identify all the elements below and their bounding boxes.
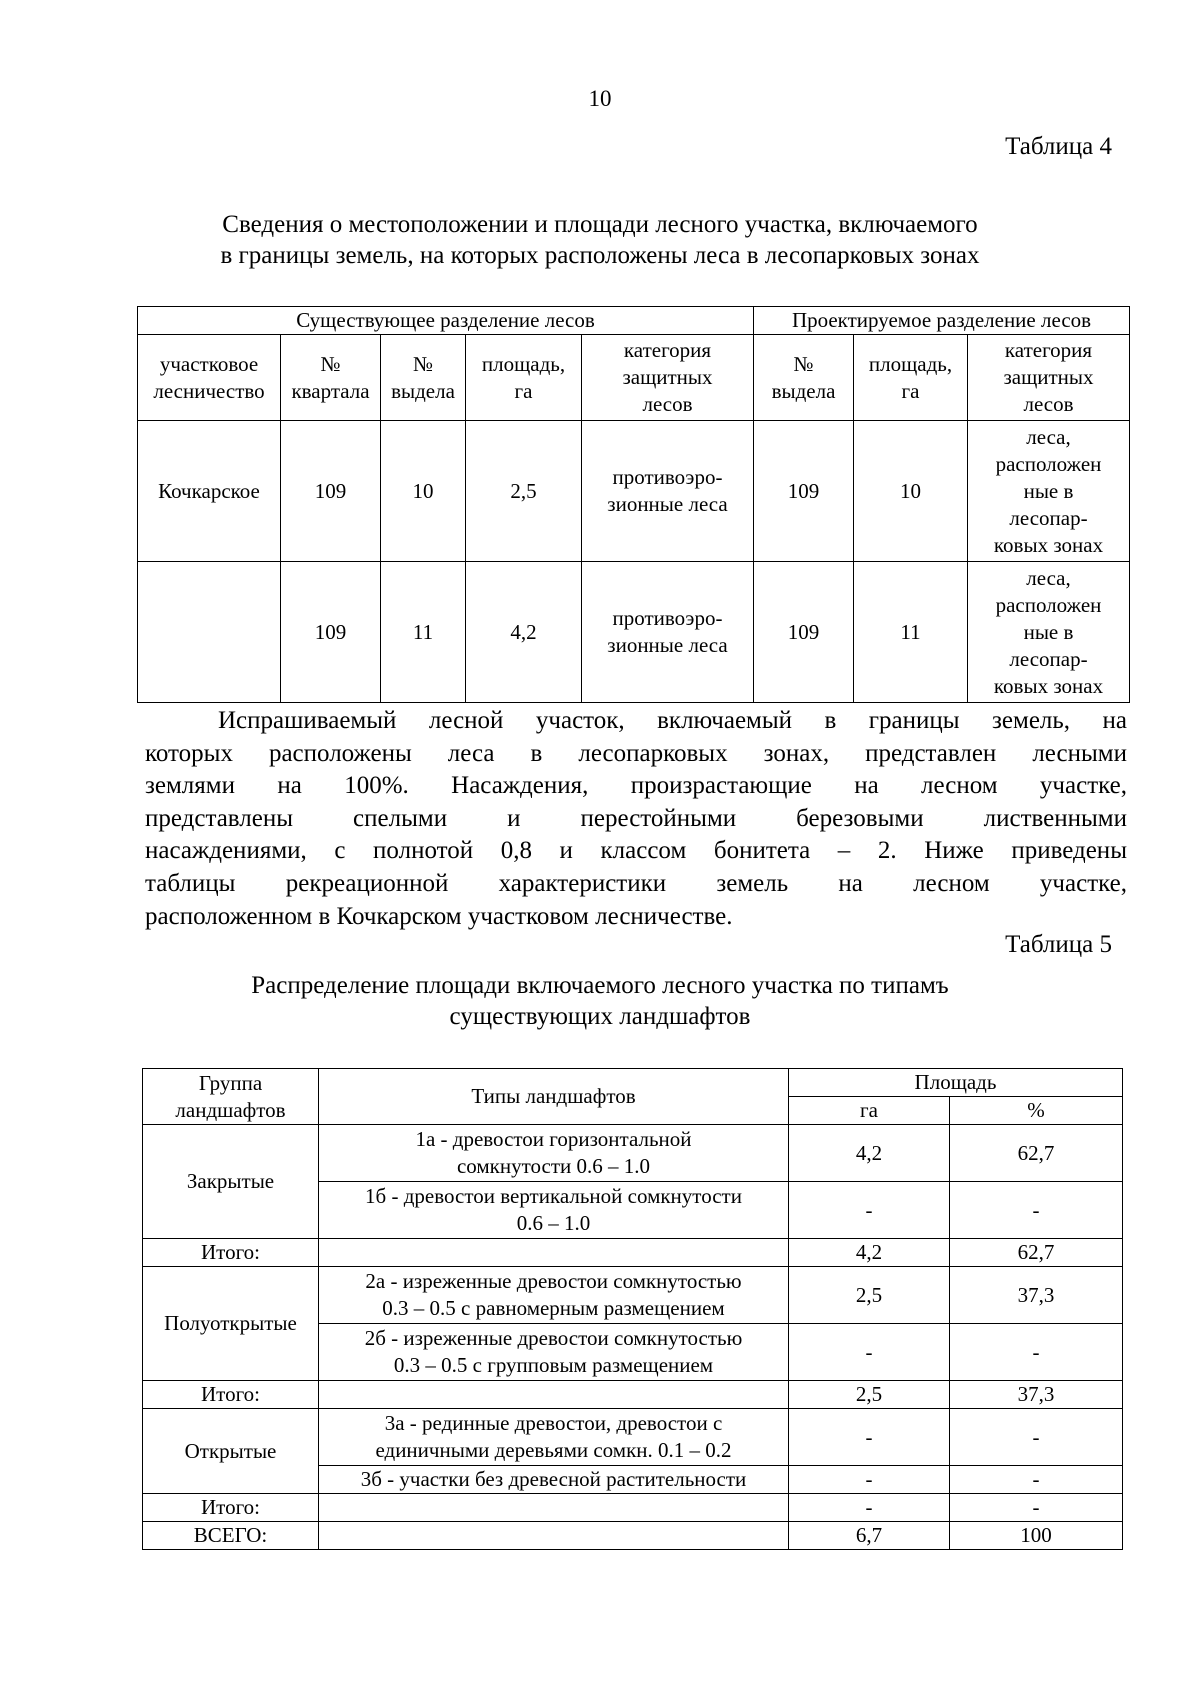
subtotal-row: [143, 1381, 1123, 1409]
group-open: Открытые: [143, 1409, 319, 1494]
area-ha: -: [789, 1466, 950, 1494]
table5-header-row: [143, 1069, 1123, 1097]
paragraph-line: которых расположены леса в лесопарковых зонах, представлен лесными: [145, 739, 1127, 767]
landscape-type: 1б - древостои вертикальной сомкнутости 0.6 – 1.0: [319, 1182, 789, 1239]
cell-proj-category: леса, расположен ные в лесопар- ковых зонах: [968, 562, 1130, 703]
paragraph-line: насаждениями, с полнотой 0,8 и классом бонитета – 2. Ниже приведены: [145, 837, 1127, 865]
area-ha: -: [789, 1494, 950, 1522]
subtotal-label: Итого:: [143, 1239, 319, 1267]
area-pct: 37,3: [950, 1381, 1123, 1409]
landscape-distribution-table: [142, 1068, 1123, 1550]
area-pct: -: [950, 1324, 1123, 1381]
area-ha: 2,5: [789, 1267, 950, 1324]
landscape-type: 2б - изреженные древостои сомкнутостью 0.3 – 0.5 с групповым размещением: [319, 1324, 789, 1381]
header-proj-section: № выдела: [754, 335, 854, 421]
area-pct: 62,7: [950, 1125, 1123, 1182]
landscape-type: 2а - изреженные древостои сомкнутостью 0.3 – 0.5 с равномерным размещением: [319, 1267, 789, 1324]
cell-quarter: 109: [281, 421, 381, 562]
area-pct: 100: [950, 1522, 1123, 1550]
table-row: [143, 1267, 1123, 1324]
paragraph-line: таблицы рекреационной характеристики земель на лесном участке,: [145, 869, 1127, 897]
header-quarter: № квартала: [281, 335, 381, 421]
subtotal-row: [143, 1239, 1123, 1267]
paragraph-line: расположенном в Кочкарском участковом лесничестве.: [145, 902, 733, 930]
forest-plot-location-table: [137, 306, 1130, 703]
header-section: № выдела: [381, 335, 466, 421]
area-pct: -: [950, 1494, 1123, 1522]
cell-section: 11: [381, 562, 466, 703]
cell-proj-section: 109: [754, 421, 854, 562]
table4-title-line: Сведения о местоположении и площади лесного участка, включаемого: [222, 211, 978, 238]
area-ha: 6,7: [789, 1522, 950, 1550]
cell-forestry: Кочкарское: [138, 421, 281, 562]
paragraph-line: Испрашиваемый лесной участок, включаемый в границы земель, на: [218, 707, 1127, 734]
area-pct: 62,7: [950, 1239, 1123, 1267]
area-ha: 2,5: [789, 1381, 950, 1409]
table5-title-line: Распределение площади включаемого лесного участка по типамъ: [251, 972, 949, 999]
cell-area: 4,2: [466, 562, 582, 703]
table4-column-header-row: [138, 335, 1130, 421]
cell-quarter: 109: [281, 562, 381, 703]
existing-division-header: Существующее разделение лесов: [138, 307, 754, 335]
subtotal-empty: [319, 1381, 789, 1409]
subtotal-label: Итого:: [143, 1381, 319, 1409]
table5-title-line: существующих ландшафтов: [449, 1003, 751, 1030]
grand-total-row: [143, 1522, 1123, 1550]
table-row: [143, 1409, 1123, 1466]
table5-title: [0, 970, 1200, 1032]
table4-caption: Таблица 4: [1005, 133, 1112, 160]
body-paragraph: [145, 705, 1127, 933]
grand-total-empty: [319, 1522, 789, 1550]
header-area: Площадь: [789, 1069, 1123, 1097]
cell-area: 2,5: [466, 421, 582, 562]
header-ha: га: [789, 1097, 950, 1125]
cell-proj-section: 109: [754, 562, 854, 703]
paragraph-line: землями на 100%. Насаждения, произрастающие на лесном участке,: [145, 772, 1127, 800]
header-area: площадь, га: [466, 335, 582, 421]
landscape-type: 3а - рединные древостои, древостои с единичными деревьями сомкн. 0.1 – 0.2: [319, 1409, 789, 1466]
cell-proj-area: 11: [854, 562, 968, 703]
cell-category: противоэро- зионные леса: [582, 562, 754, 703]
landscape-type: 1а - древостои горизонтальной сомкнутости 0.6 – 1.0: [319, 1125, 789, 1182]
landscape-type: 3б - участки без древесной растительности: [319, 1466, 789, 1494]
table5-caption: Таблица 5: [1005, 931, 1112, 958]
header-landscape-group: Группа ландшафтов: [143, 1069, 319, 1125]
group-closed: Закрытые: [143, 1125, 319, 1239]
subtotal-empty: [319, 1494, 789, 1522]
area-ha: 4,2: [789, 1239, 950, 1267]
subtotal-empty: [319, 1239, 789, 1267]
cell-proj-area: 10: [854, 421, 968, 562]
header-forestry: участковое лесничество: [138, 335, 281, 421]
cell-category: противоэро- зионные леса: [582, 421, 754, 562]
table4-title: [0, 209, 1200, 271]
projected-division-header: Проектируемое разделение лесов: [754, 307, 1130, 335]
table-row: [143, 1125, 1123, 1182]
area-ha: -: [789, 1324, 950, 1381]
table-row: [138, 421, 1130, 562]
subtotal-label: Итого:: [143, 1494, 319, 1522]
cell-section: 10: [381, 421, 466, 562]
area-pct: -: [950, 1409, 1123, 1466]
group-semi-open: Полуоткрытые: [143, 1267, 319, 1381]
grand-total-label: ВСЕГО:: [143, 1522, 319, 1550]
header-pct: %: [950, 1097, 1123, 1125]
area-pct: -: [950, 1466, 1123, 1494]
area-pct: -: [950, 1182, 1123, 1239]
area-ha: -: [789, 1182, 950, 1239]
page-number: 10: [588, 86, 612, 111]
header-proj-area: площадь, га: [854, 335, 968, 421]
header-landscape-types: Типы ландшафтов: [319, 1069, 789, 1125]
header-category: категория защитных лесов: [582, 335, 754, 421]
area-ha: 4,2: [789, 1125, 950, 1182]
header-proj-category: категория защитных лесов: [968, 335, 1130, 421]
area-ha: -: [789, 1409, 950, 1466]
area-pct: 37,3: [950, 1267, 1123, 1324]
table4-title-line: в границы земель, на которых расположены леса в лесопарковых зонах: [220, 242, 980, 269]
cell-forestry: [138, 562, 281, 703]
paragraph-line: представлены спелыми и перестойными березовыми лиственными: [145, 804, 1127, 832]
table4-group-header-row: [138, 307, 1130, 335]
subtotal-row: [143, 1494, 1123, 1522]
cell-proj-category: леса, расположен ные в лесопар- ковых зонах: [968, 421, 1130, 562]
table-row: [138, 562, 1130, 703]
